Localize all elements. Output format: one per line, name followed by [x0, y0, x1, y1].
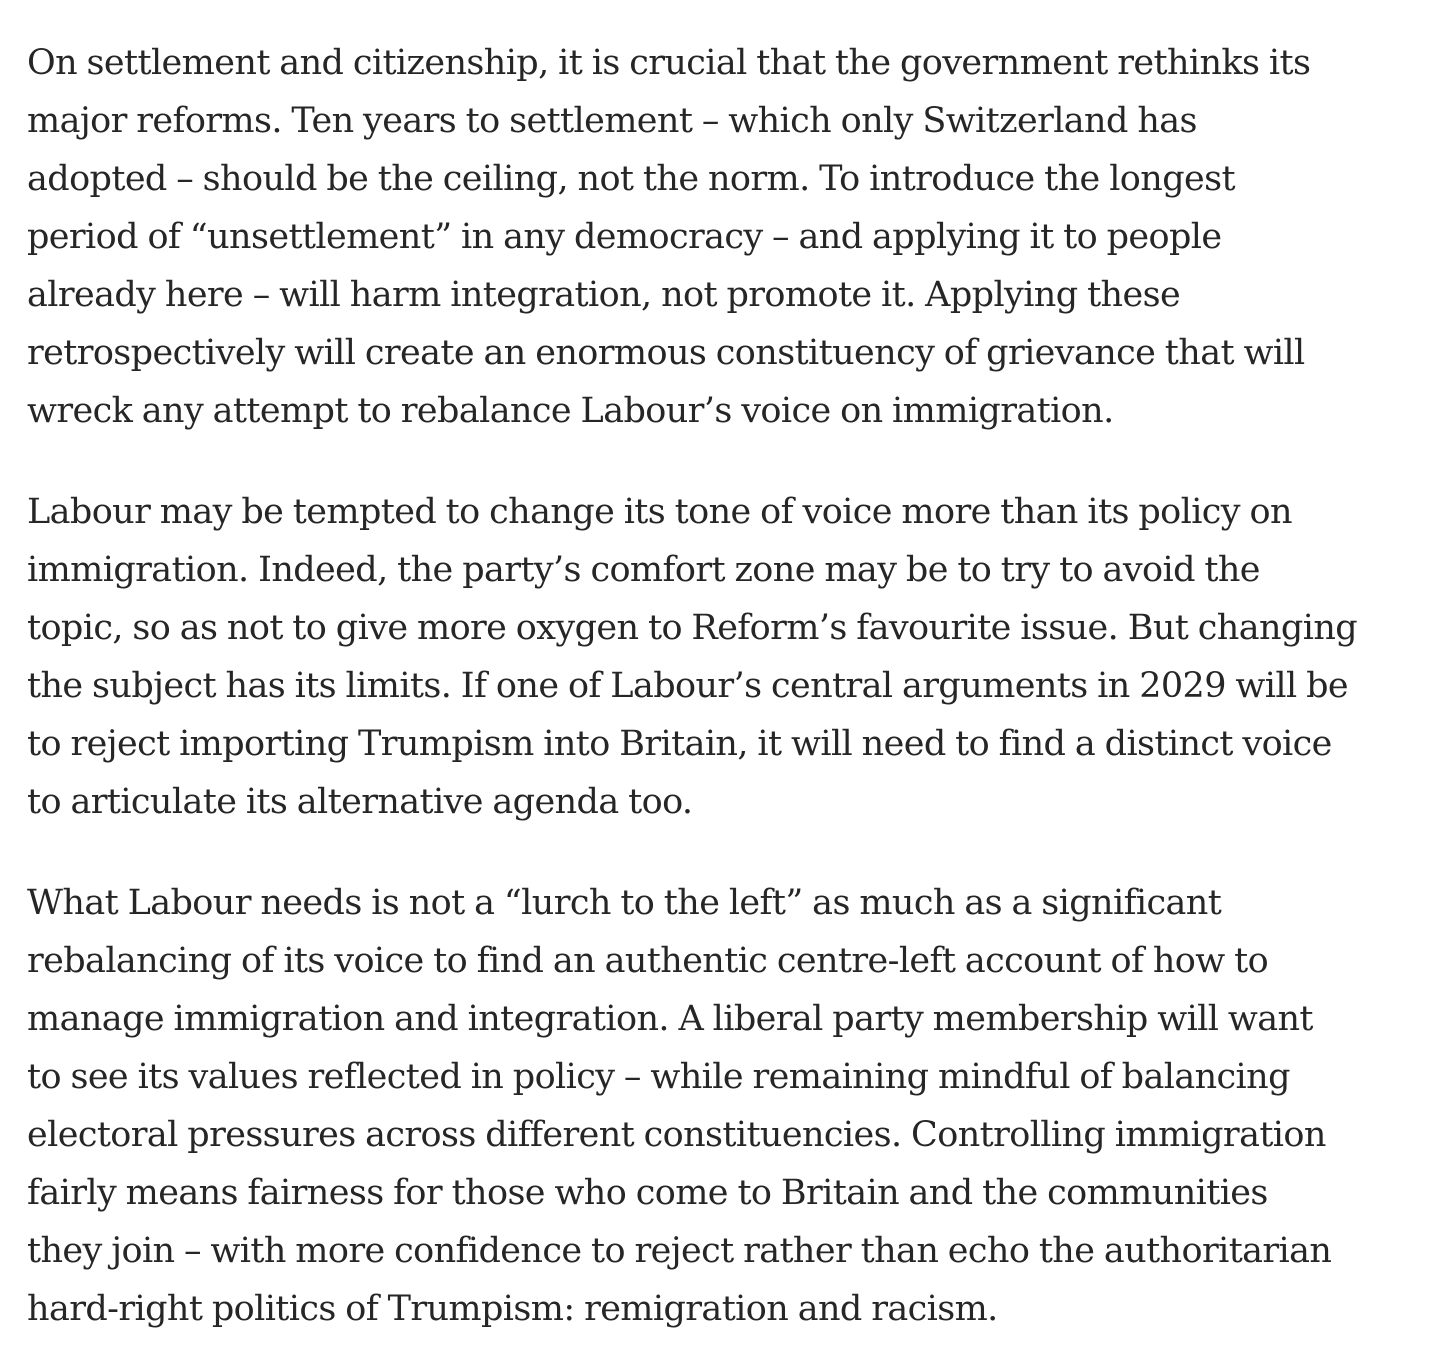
paragraph-line: hard-right politics of Trumpism: remigration and racism. — [27, 1289, 998, 1329]
paragraph-line: major reforms. Ten years to settlement – which only Switzerland has — [27, 101, 1197, 141]
paragraph-tone-of-voice — [27, 483, 1367, 831]
paragraph-line: fairly means fairness for those who come to Britain and the communities — [27, 1173, 1268, 1213]
paragraph-line: Labour may be tempted to change its tone of voice more than its policy on — [27, 492, 1292, 532]
article-body — [27, 34, 1367, 1338]
paragraph-line: rebalancing of its voice to find an authentic centre-left account of how to — [27, 941, 1269, 981]
paragraph-line: retrospectively will create an enormous constituency of grievance that will — [27, 333, 1305, 373]
paragraph-line: already here – will harm integration, not promote it. Applying these — [27, 275, 1181, 315]
paragraph-line: the subject has its limits. If one of Labour’s central arguments in 2029 will be — [27, 666, 1348, 706]
paragraph-line: to reject importing Trumpism into Britain, it will need to find a distinct voice — [27, 724, 1332, 764]
paragraph-line: manage immigration and integration. A liberal party membership will want — [27, 999, 1313, 1039]
paragraph-line: period of “unsettlement” in any democracy – and applying it to people — [27, 217, 1222, 257]
paragraph-line: adopted – should be the ceiling, not the norm. To introduce the longest — [27, 159, 1235, 199]
paragraph-line: electoral pressures across different constituencies. Controlling immigration — [27, 1115, 1326, 1155]
paragraph-line: to see its values reflected in policy – while remaining mindful of balancing — [27, 1057, 1290, 1097]
paragraph-line: they join – with more confidence to reject rather than echo the authoritarian — [27, 1231, 1332, 1271]
paragraph-line: What Labour needs is not a “lurch to the left” as much as a significant — [27, 883, 1222, 923]
paragraph-line: to articulate its alternative agenda too. — [27, 782, 693, 822]
paragraph-line: topic, so as not to give more oxygen to Reform’s favourite issue. But changing — [27, 608, 1358, 648]
paragraph-line: On settlement and citizenship, it is crucial that the government rethinks its — [27, 43, 1311, 83]
paragraph-what-labour-needs — [27, 874, 1367, 1338]
paragraph-line: immigration. Indeed, the party’s comfort zone may be to try to avoid the — [27, 550, 1260, 590]
paragraph-settlement — [27, 34, 1367, 440]
paragraph-line: wreck any attempt to rebalance Labour’s voice on immigration. — [27, 391, 1114, 431]
